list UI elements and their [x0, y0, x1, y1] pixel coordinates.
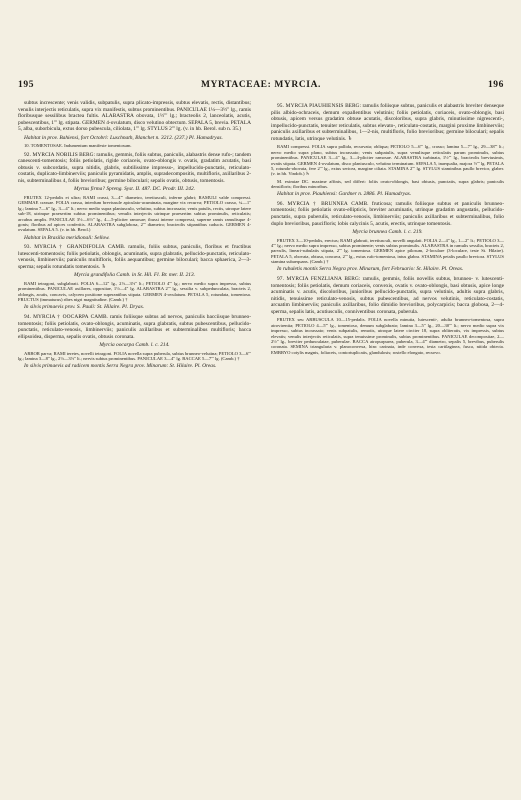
citation: Myrcia brunnea Camb. l. c. 219. — [352, 228, 423, 235]
habitat-note: In rubuletis montis Serra Negra prov. Minarum, fort Februario: St. Hilaire. Pl. Oreas. — [277, 266, 464, 273]
species-description: CAMB. fruticosa; ramulis foliisque subtus et paniculis brunneo-tomentosis; foliis petiolatis ovato-ellipticis, breviter acuminatis, utrinque gradatim angustatis, pellucido-punctatis, supra puberulis, reticulato-venosis, limbinerviis; paniculis axillaribus et subterminalibus, folio duplo brevioribus, pauciflоris; lobis calycinis 5, acutis, erectis, utrinque tomentosis. — [271, 200, 504, 227]
habitat-note: Habitat in Brasilia meridionali: Sellow. — [24, 234, 110, 241]
species-heading: 94. MYRCIA † OOCARPA — [24, 313, 89, 320]
species-entry — [18, 314, 251, 340]
species-heading: 95. MYRCIA PIAUHIENSIS — [277, 103, 344, 109]
small-print-paragraph: FRUTEX seu ARBUSCULA 10—15-pedalis. FOLIA novella minutia, lutescenti-, adulta brunneo-tomentosa, supra atrovirentia; PETIOLO 4—5"' lg., tomentoso, demum subglabrato; lamina 3—5" lg., 20—30"' lt.; nervo medio supra vix impresso, subtus incrassato; venis subpatulis, remotis, utroque latere circiter 18, supra obliteratis, vix impressis, subtus elevatis; venulis interjectis reticulatis, supra tenuissime prominulis, subtus prominentibus. PANICULAE decompositae, 2—2½" lg., breviter pedunculatae, puberulae. BACCA atropurpurea, puberula, 3—4"' diametro, sepalis 5, brevibus, puberulis coronata. SEMINA triangularia v. planoconvexa, hinc carinata, inde convexa, testa cartilaginea, fusca, nitida obtecta. EMBRYO cotylis magnis, foliaceis, contortuplicatis, glandulosis; rostello elongato, recurvo. — [271, 317, 504, 355]
page-title: MYRTACEAE: MYRCIA. — [200, 80, 322, 90]
small-print-paragraph: M. eximiae DC. maxime affinis, sed differt: foliis ovato-oblongis, basi obtusis, punctatis, supra glabris; paniculis densiflоris; floribus minoribus. — [271, 178, 504, 189]
species-entry — [271, 276, 504, 316]
species-entry — [271, 103, 504, 143]
citation: Myrcia grandifolia Camb. in St. Hil. Fl. Br. mer. II. 213. — [73, 272, 196, 279]
small-print-paragraph: RAMI compressi. FOLIA supra pallida, recurvata; obliqua; PETIOLO 5—6"' lg., crasso; lamina 5—7" lg., 29—38"' lt.; nervo medio supra plano, subtus incrassato; venis subpatulis, supra venulisque reticulatis parum prominulis, subtus prominentibus. PANICULAE 3—4" lg., 3—4-pliciter ramosae. ALABASTRA turbinata, 1½"' lg., bracteolis breviusimis, ovatis stipata. GERMEN 4-ovulatum, disco planiusculo, velutino terminatum. SEPALA 5, inaequalia, majora ½"' lg. PETALA 5, rotundo-obovata, fere 2"' lg., extus sericea, margine ciliata. STAMINA 2"' lg. STYLUS staminibus paullo brevior, glaber. (v. in hb. Vindob.) ♄ — [271, 144, 504, 177]
left-column — [18, 100, 251, 790]
citation: Myrtus firma? Spreng. Syst. II. 487. DC. Prodr. III. 242. — [73, 186, 196, 193]
right-column — [271, 100, 504, 790]
species-heading: 92. MYRCIA NOBILIS — [24, 151, 78, 158]
small-print-paragraph: ARBOR parva; RAMI teretes, novelli tetragoni. FOLIA novella supra puberula, subtus brunneo-velutina; PETIOLO 3—6"' lg.; lamina 3—8" lg., 2½—3½" lt.; nervis subtus prominentibus. PANICULAE 3—4" lg. BACCAE 5—7"' lg. (Camb.) † — [18, 350, 251, 362]
small-print-paragraph: FRUTEX 12-pedalis et ultra; RAMI crassi, 3—4"' diametro, teretiusculi, inferne glabri; RAMULI valde compressi. GEMMAE crassae. FOLIA crassa, interdum breviusule apiculato-acuminata, margine vix recurva; PETIOLO crasso, ¼—1" lg.; lamina 7—6" lg., 3—4" lt.; nervo medio supra planiusculo, velutino, subtus incrassato; venis patulis, rectis, utroque latere sub-18, utrinque praesertim subtus prominentibus; venulis interjectis utrinque praesertim subtus prominulis, reticulatis; arcubus amplis. PANICULAE 3½—6½" lg., 4—5-pliciter ramosae; ibussi interne compressi, superne ramis ramulisque 4-gonis; floribus ad apices conferitis. ALABASTRA subglobosa, 2"' diametro; bracteolis stipantibus caducis. GERMEN 4-ovulatum. SEPALA 5. (v. in hb. Berol.) — [18, 194, 251, 233]
species-description: BERG: ramulis, gemmis, foliis novellis subtus, brunneo- v. lutescenti-tomentosis; foliis petiolatis, demum coriaceis, convexis, ovatis v. ovato-oblongis, basi obtusis, apice longe acuminatis v. acutis, discoloribus, juniоribus pellucido-punctatis, supra velutinis, adultis supra glabris, nitidis, tenuissime reticulato-venosis, subtus pubescentibus, ad nervos velutinis, reticulato-costatis, arcuatim limbinerviis; paniculis axillaribus, folio dimidio brevioribus, polycarpicis; bacca globosa, 2—4-sperma, sepalis latis, acutiusculis, conniventibus coronata, puberula. — [271, 275, 504, 315]
habitat-note: In silvis primaevis prov. S. Pauli: St. Hilaire. Pl. Dryas. — [24, 304, 145, 311]
small-print-paragraph: RAMI tetragoni, subglabrati. FOLIA 6—12" lg., 2½—3½" lt.; PETIOLO 4"' lg.; nervo medio supra impresso, subtus prominentibus. PANICULAE axillares, oppositae, 1½—4" lg. ALABASTRA 2"' lg., sessilia v. subpedunculata, bracteis 2, oblongis, acutis, concavis, calycem positione superantibus stipata. GERMEN 4-ovulatum. PETALA 5, rotundata, tomentosa. FRUCTUS (immaturus) ribes nigri magnitudine. (Camb.) † — [18, 280, 251, 303]
page-header — [18, 80, 504, 96]
small-print-paragraph: 10. TOMENTOSAE. Indumentum manifeste tomentosum. — [24, 143, 132, 149]
species-heading: 97. MYRCIA FENZLIANA — [277, 275, 342, 282]
species-description: BERG: ramulis, gemmis, foliis subtus, paniculis, alabastris dense rufo-; tandem canescenti-tomentosis; foliis petiolatis, rigide coriaceis, ovato-oblongis v. ovatis, gradatim acutatis, basi obtusis v. subcordatis, supra nitidis, glabris, subtilissime impresso-, impellucido-punctatis, reticulato-costatis, duplicato-limbinerviis; paniculis pyramidatis, amplis, supradecompositis, multifloris, axillaribus 2-nis, subterminalibus 4, foliis brevioribus; germine biloculari; sepalis ovatis, obtusis, tomentosis. — [18, 151, 251, 184]
species-entry — [271, 201, 504, 227]
habitat-note: Habitat in prov. Piauhiensi: Gardner n. 2886. Pl. Hamadryas. — [277, 191, 412, 198]
species-description: CAMB. ramis foliisque subtus ad nervos, paniculis bacciisque brunneo-tomentosis; foliis petiolatis, ovato-oblongis, acuminatis, supra glabratis, subtus pubescentibus, pellucido-punctatis, reticulato-venosis, limbinerviis; paniculis axillaribus et subterminalibus multifloris; bacca ellipsoidea, disperma, sepalis ovatis, obtusis coronata. — [18, 313, 251, 340]
page-number-right: 196 — [487, 80, 504, 90]
species-heading: 96. MYRCIA † BRUNNEA — [277, 200, 348, 207]
species-entry — [18, 244, 251, 270]
species-description: CAMB. ramulis, foliis subtus, paniculis, floribus et fructibus lutescenti-tomentosis; foliis petiolatis, oblongis, acuminatis, supra glabratis, pellucido-punctatis, reticulato-venosis, limbinerviis; paniculis multifloris, foliis aequantibus; germine biloculari; bacca sphaerica, 2—3-sperma; sepalis rotundatis tomentosis. ♄ — [18, 244, 251, 270]
citation: Myrcia oocarpa Camb. l. c. 214. — [99, 342, 170, 349]
species-heading: 93. MYRCIA † GRANDIFOLIA — [24, 244, 105, 251]
small-print-paragraph: FRUTEX 3—10-pedalis, erectus; RAMI glabrati, teretiusculi, novelli angulati. FOLIA 2—4" lg., 1—2" lt.; PETIOLO 3—4"' lg.; nervo medio supra impresso, subtus prominente; venis subtus prominulis. ALABASTRA in ramulis sessilia, bracteis 2, parvulis, lineari-subulatis stipata, 2"' lg. tomentosa. GERMEN apice pilosum, 2-loculare (3-loculare, teste St. Hilaire). PETALA 5, obovata, obtusa, concava, 2"' lg., extus rufo-tomentosa, intus glabra. STAMINA petalis paullo breviora. STYLUS stamina subaequans. (Camb.) † — [271, 237, 504, 265]
page-number-left: 195 — [18, 80, 35, 90]
paragraph: subtus increscente; venis validis, subpatulis, supra plicato-impressis, subtus elevatis, rectis, distantibus; venulis interjectis reticulatis, supra vix manifestis, subtus prominentibus. PANICULAE 1¼—3½" lg., ramis floribusque sessilibus bractea fultis. ALABASTRA obovata, 1½"' lg.; bracteolis 2, lanceolatis, acutis, pubescentibus, 1"' lg. stipata. GERMEN 4-ovulatum, disco velutino obtectum. SEPALA 5, brevia. PETALA 5, alba, suborbicula, extus dorso pubescula, ciliolata, 1"' lg. STYLUS 2"' lg. (v. in hb. Berol. sub n. 35.) — [18, 100, 251, 133]
species-entry — [18, 152, 251, 185]
habitat-note: Habitat in prov. Bahiensi, fort Octobri: Luschnath, Blanchet n. 3212. (237.) Pl. Hamadryas. — [24, 134, 223, 141]
species-description: BERG: ramulis foliisque subtus, paniculis et alabastris breviter densequе pilis albido-ochraceis, demum expallentibus velutinis; foliis petiolatis, coriaceis, ovato-oblongis, basi obtusis, apicem versus gradatim obtuse acutatis, discoloribus, supra glabris, minutissime nigrescenti-, impellucido-punctatis, tenuiter reticulatis, subtus elevato-, reticulato-costatis, margini proxime limbinerviis; paniculis axillaribus et subterminalibus, 1—2-nis, multifloris, folio brevioribus; germine biloculari; sepalis rotundatis, latis, utrinque velutinis. ♄ — [271, 103, 504, 142]
habitat-note: In silvis primaevis ad radicem montis Serra Negra prov. Minarum: St. Hilaire. Pl. Oreas. — [24, 363, 217, 370]
